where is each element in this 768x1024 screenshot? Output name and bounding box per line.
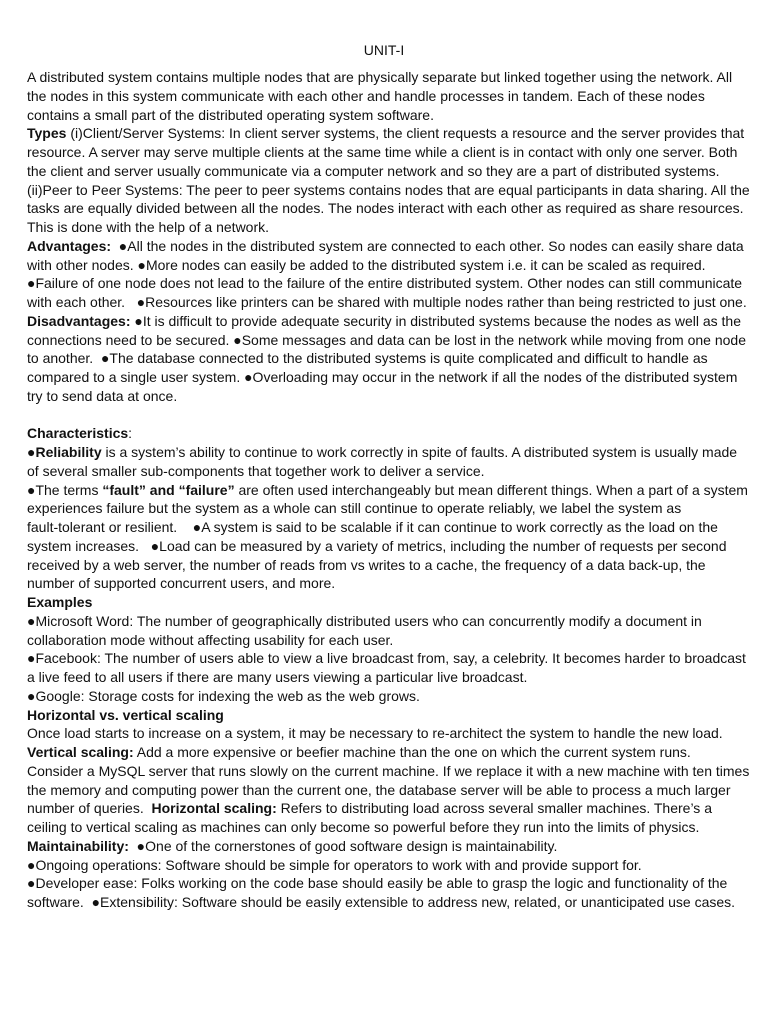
text-line	[27, 612, 747, 631]
text-segment: tasks are equally divided between all the nodes. The nodes interact with each other as required as share resources.	[27, 200, 744, 217]
text-segment: ●Failure of one node does not lead to the failure of the entire distributed system. Other nodes can still communicate	[27, 275, 743, 292]
text-line	[27, 781, 747, 800]
text-line	[27, 518, 747, 537]
bold-heading: Horizontal scaling:	[151, 800, 277, 817]
text-line	[27, 293, 747, 312]
text-line	[27, 874, 747, 893]
text-segment: ●The terms	[27, 481, 103, 498]
text-segment: ●	[27, 444, 36, 460]
text-line	[27, 706, 747, 725]
text-line	[27, 274, 747, 293]
text-segment: try to send data at once.	[27, 387, 178, 404]
text-line	[27, 424, 747, 443]
text-segment: resource. A server may serve multiple clients at the same time while a client is in contact with only one server. Both	[27, 144, 738, 160]
text-segment: ●One of the cornerstones of good software design is maintainability.	[128, 837, 558, 854]
text-line	[27, 499, 747, 518]
text-line	[27, 537, 747, 556]
text-line	[27, 162, 747, 181]
text-line	[27, 856, 747, 875]
text-segment: the nodes in this system communicate with each other and handle processes in tandem. Each of these nodes	[27, 87, 705, 104]
text-line	[27, 256, 747, 275]
text-segment: with each other. ●Resources like printers can be shared with multiple nodes rather than being restricted to just one.	[27, 294, 747, 310]
text-line	[27, 68, 747, 87]
text-segment: A distributed system contains multiple nodes that are physically separate but linked together using the network. All	[27, 69, 733, 85]
bold-heading: “fault” and “failure”	[102, 481, 235, 498]
text-segment: received by a web server, the number of reads from vs writes to a cache, the frequency of a data back-up, the	[27, 556, 706, 573]
text-line	[27, 462, 747, 481]
text-line	[27, 237, 747, 256]
text-line	[27, 443, 747, 462]
text-segment: connections need to be secured. ●Some messages and data can be lost in the network while moving from one node	[27, 331, 746, 348]
text-segment: is a system’s ability to continue to work correctly in spite of faults. A distributed system is usually made	[101, 444, 738, 460]
text-line	[27, 687, 747, 706]
text-segment: the client and server usually communicate via a computer network and so they are a part of distributed systems.	[27, 162, 720, 179]
text-segment: of several smaller sub-components that together work to deliver a service.	[27, 462, 485, 479]
bold-heading: Vertical scaling:	[27, 744, 134, 760]
text-line	[27, 762, 750, 781]
text-segment: ceiling to vertical scaling as machines can only become so powerful before they run into the limits of physics.	[27, 819, 700, 835]
text-line	[27, 368, 747, 387]
text-line	[27, 837, 747, 856]
text-line	[27, 387, 747, 406]
text-segment: ●Facebook: The number of users able to view a live broadcast from, say, a celebrity. It becomes harder to broadcast	[27, 650, 746, 667]
text-segment: experiences failure but the system as a whole can still continue to operate reliably, we label the system as	[27, 500, 682, 517]
text-segment: number of supported concurrent users, and more.	[27, 575, 336, 592]
page-title: UNIT-I	[363, 42, 405, 58]
text-segment: Once load starts to increase on a system, it may be necessary to re-architect the system to handle the new load.	[27, 725, 723, 742]
text-segment: are often used interchangeably but mean different things. When a part of a system	[234, 481, 748, 498]
text-line	[27, 199, 747, 218]
text-segment: ●It is difficult to provide adequate security in distributed systems because the nodes as well as the	[130, 312, 742, 329]
text-segment: compared to a single user system. ●Overloading may occur in the network if all the nodes of the distributed system	[27, 369, 738, 385]
text-segment: Refers to distributing load across several smaller machines. There’s a	[276, 800, 712, 817]
text-segment: collaboration mode without affecting usability for each user.	[27, 631, 394, 648]
bold-heading: Reliability	[35, 444, 102, 460]
bold-heading: Advantages:	[27, 237, 112, 254]
text-line	[27, 331, 747, 350]
text-segment: ●Microsoft Word: The number of geographically distributed users who can concurrently modify a document in	[27, 612, 702, 629]
text-segment: to another. ●The database connected to the distributed systems is quite complicated and difficult to handle as	[27, 350, 708, 367]
text-line	[27, 743, 747, 762]
text-line	[27, 818, 747, 837]
text-line	[27, 124, 747, 143]
text-line	[27, 87, 747, 106]
text-line	[27, 556, 747, 575]
bold-heading: Characteristics	[27, 425, 129, 442]
text-line	[27, 181, 750, 200]
text-line	[27, 106, 747, 125]
text-segment: Consider a MySQL server that runs slowly on the current machine. If we replace it with a new machine with ten times	[27, 762, 750, 779]
text-line	[27, 312, 747, 331]
text-line	[27, 649, 747, 668]
text-line	[27, 668, 747, 687]
text-segment: system increases. ●Load can be measured by a variety of metrics, including the number of requests per second	[27, 537, 727, 554]
text-line	[27, 724, 747, 743]
bold-heading: Disadvantages:	[27, 312, 131, 329]
text-line	[27, 349, 747, 368]
text-segment: (ii)Peer to Peer Systems: The peer to peer systems contains nodes that are equal participants in data sharing. All the	[27, 181, 750, 198]
text-segment: This is done with the help of a network.	[27, 219, 270, 235]
text-line	[27, 143, 747, 162]
bold-heading: Examples	[27, 594, 93, 610]
text-line	[27, 481, 747, 500]
text-line	[27, 574, 747, 593]
text-line	[27, 799, 747, 818]
text-segment: a live feed to all users if there are many users viewing a particular live broadcast.	[27, 669, 528, 685]
bold-heading: Maintainability:	[27, 837, 129, 854]
bold-heading: Horizontal vs. vertical scaling	[27, 706, 224, 723]
text-segment: (i)Client/Server Systems: In client server systems, the client requests a resource and the server provides that	[66, 125, 745, 142]
text-segment: Add a more expensive or beefier machine than the one on which the current system runs.	[133, 744, 691, 760]
text-segment: fault-tolerant or resilient. ●A system is said to be scalable if it can continue to work correctly as the load on the	[27, 519, 718, 535]
text-segment: number of queries.	[27, 800, 152, 817]
text-segment: ●All the nodes in the distributed system are connected to each other. So nodes can easily share data	[111, 237, 744, 254]
text-line	[27, 218, 747, 237]
text-segment: ●Developer ease: Folks working on the code base should easily be able to grasp the logic and functionality of the	[27, 875, 728, 892]
text-segment: :	[128, 425, 133, 442]
text-segment: ●Google: Storage costs for indexing the web as the web grows.	[27, 687, 420, 704]
text-line	[27, 893, 747, 912]
text-segment: with other nodes. ●More nodes can easily be added to the distributed system i.e. it can be scaled as required.	[27, 256, 706, 273]
text-segment: ●Ongoing operations: Software should be simple for operators to work with and provide support for.	[27, 856, 642, 873]
text-segment: the memory and computing power than the current one, the database server will be able to process a much larger	[27, 781, 731, 798]
text-segment: software. ●Extensibility: Software should be easily extensible to address new, related, or unanticipated use cases.	[27, 894, 736, 910]
bold-heading: Types	[27, 125, 67, 142]
text-line	[27, 593, 747, 612]
text-line	[27, 631, 747, 650]
text-segment: contains a small part of the distributed operating system software.	[27, 106, 434, 123]
